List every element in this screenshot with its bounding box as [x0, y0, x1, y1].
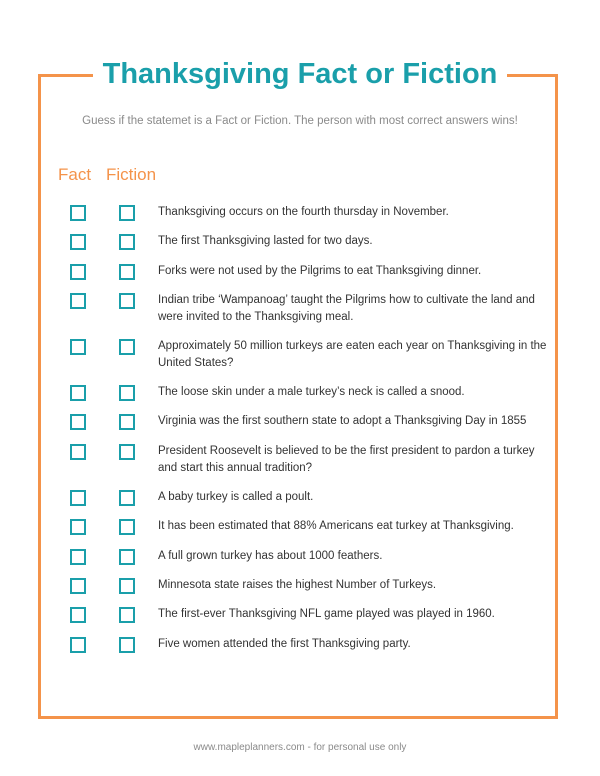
fact-checkbox[interactable]	[70, 444, 86, 460]
statement-text: It has been estimated that 88% Americans eat turkey at Thanksgiving.	[158, 520, 514, 532]
fiction-checkbox[interactable]	[119, 444, 135, 460]
statement-text: A baby turkey is called a poult.	[158, 491, 314, 503]
statement-text: President Roosevelt is believed to be the first president to pardon a turkey and start this annual tradition?	[158, 445, 535, 474]
fact-checkbox[interactable]	[70, 578, 86, 594]
fiction-checkbox[interactable]	[119, 637, 135, 653]
statement-text: Forks were not used by the Pilgrims to eat Thanksgiving dinner.	[158, 265, 482, 277]
fiction-checkbox[interactable]	[119, 607, 135, 623]
fiction-checkbox[interactable]	[119, 339, 135, 355]
fiction-checkbox[interactable]	[119, 578, 135, 594]
fiction-column-header: Fiction	[106, 165, 157, 184]
fact-checkbox[interactable]	[70, 339, 86, 355]
fiction-checkbox[interactable]	[119, 234, 135, 250]
fiction-checkbox[interactable]	[119, 385, 135, 401]
fiction-checkbox[interactable]	[119, 264, 135, 280]
fact-column-header: Fact	[58, 165, 92, 184]
statement-text: The first-ever Thanksgiving NFL game played was played in 1960.	[158, 608, 495, 620]
fiction-checkbox[interactable]	[119, 519, 135, 535]
fact-checkbox[interactable]	[70, 637, 86, 653]
fact-checkbox[interactable]	[70, 549, 86, 565]
statement-text: The loose skin under a male turkey’s neck is called a snood.	[158, 386, 465, 398]
fiction-checkbox[interactable]	[119, 414, 135, 430]
statement-text: The first Thanksgiving lasted for two days.	[158, 235, 373, 247]
statement-text: Indian tribe ‘Wampanoag’ taught the Pilgrims how to cultivate the land and were invited to the Thanksgiving meal.	[158, 294, 535, 323]
fact-checkbox[interactable]	[70, 234, 86, 250]
fact-checkbox[interactable]	[70, 264, 86, 280]
statement-text: A full grown turkey has about 1000 feathers.	[158, 550, 383, 562]
fiction-checkbox[interactable]	[119, 293, 135, 309]
statement-text: Minnesota state raises the highest Number of Turkeys.	[158, 579, 437, 591]
instructions: Guess if the statemet is a Fact or Fiction. The person with most correct answers wins!	[82, 115, 518, 127]
fact-checkbox[interactable]	[70, 205, 86, 221]
fact-checkbox[interactable]	[70, 414, 86, 430]
statement-text: Approximately 50 million turkeys are eaten each year on Thanksgiving in the United States?	[158, 340, 547, 369]
fiction-checkbox[interactable]	[119, 205, 135, 221]
fact-checkbox[interactable]	[70, 385, 86, 401]
fiction-checkbox[interactable]	[119, 490, 135, 506]
fact-checkbox[interactable]	[70, 490, 86, 506]
statement-text: Virginia was the first southern state to adopt a Thanksgiving Day in 1855	[158, 415, 527, 427]
fact-checkbox[interactable]	[70, 519, 86, 535]
statement-text: Thanksgiving occurs on the fourth thursday in November.	[158, 206, 449, 218]
fact-checkbox[interactable]	[70, 607, 86, 623]
footer-note: www.mapleplanners.com - for personal use only	[193, 742, 407, 753]
fact-checkbox[interactable]	[70, 293, 86, 309]
page-title: Thanksgiving Fact or Fiction	[93, 53, 508, 95]
statement-text: Five women attended the first Thanksgiving party.	[158, 638, 411, 650]
fiction-checkbox[interactable]	[119, 549, 135, 565]
